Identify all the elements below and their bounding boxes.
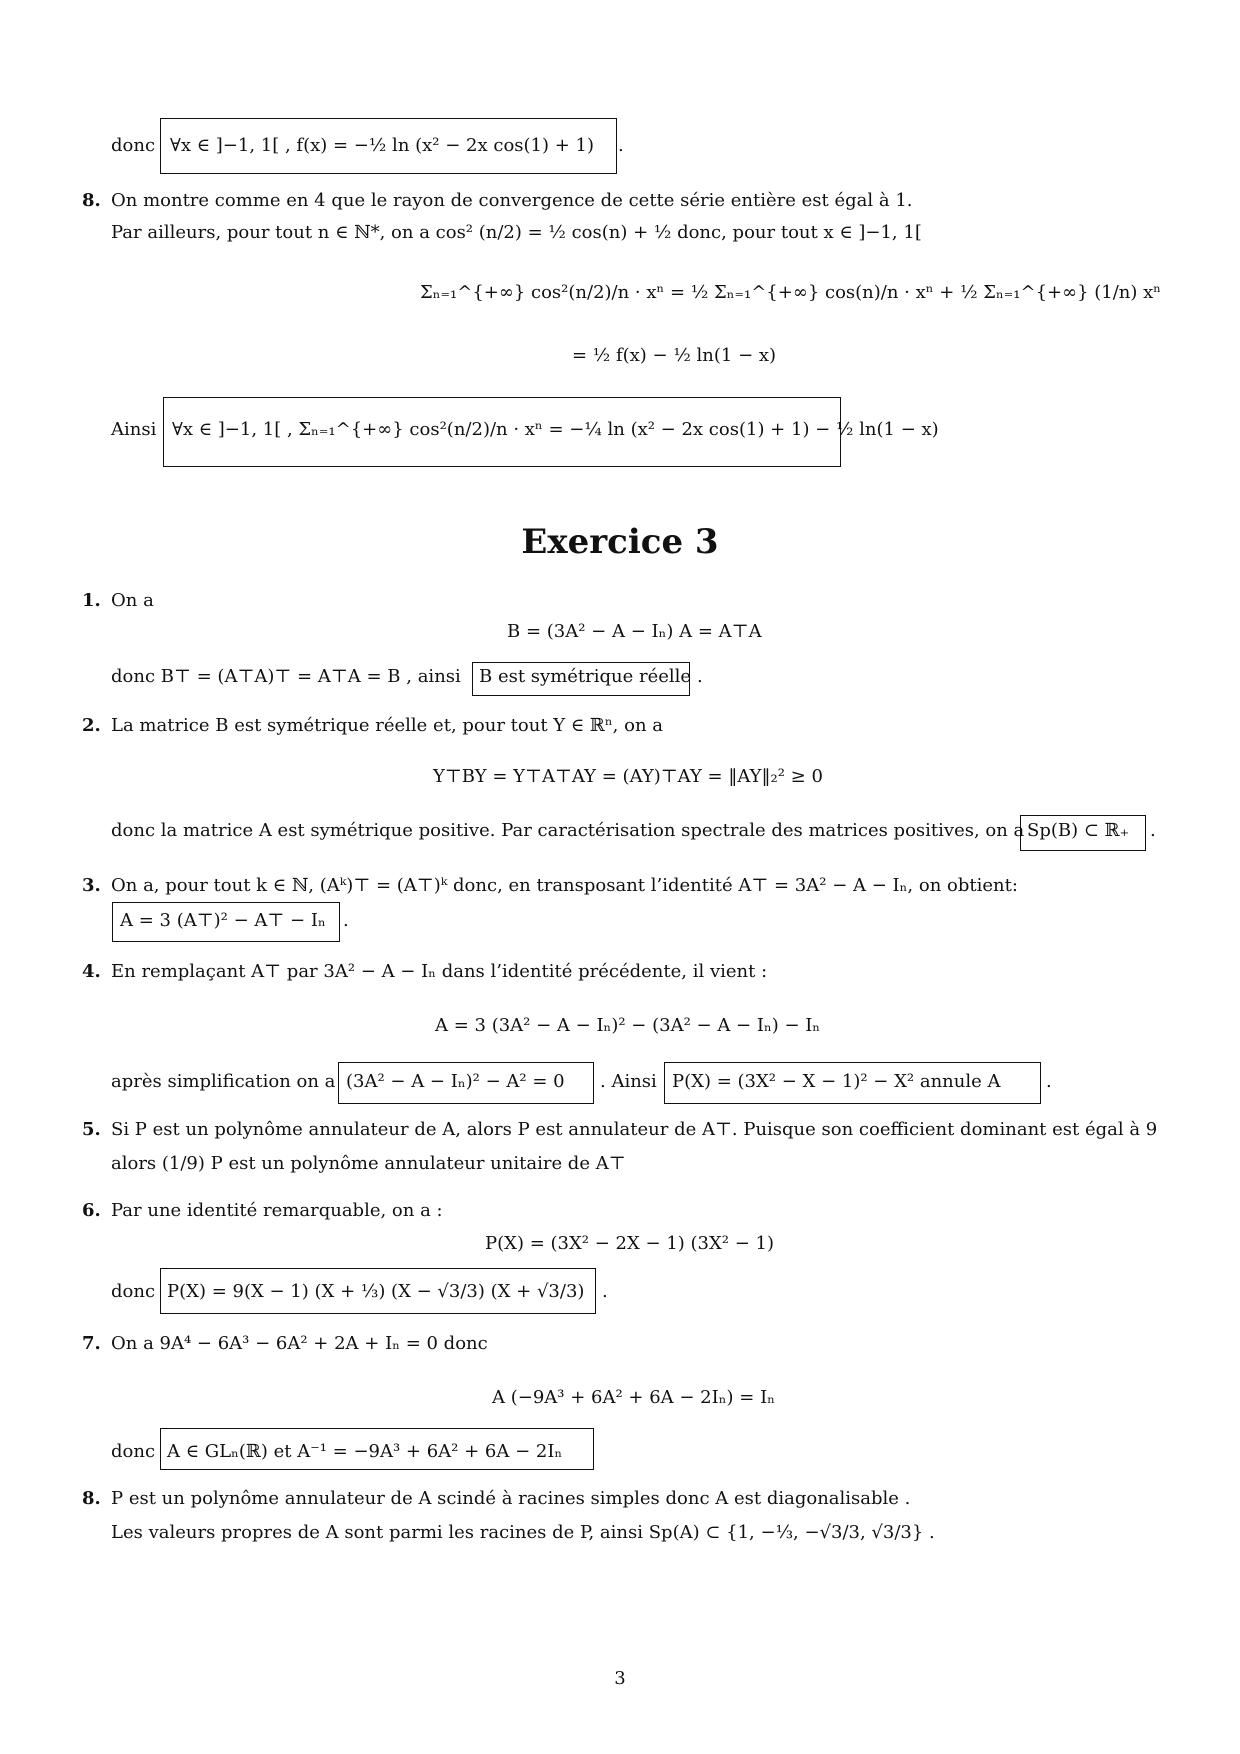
boxed-text: B est symétrique réelle bbox=[479, 666, 692, 687]
text-line: donc bbox=[111, 1281, 156, 1302]
item-number: 3. bbox=[82, 875, 101, 896]
text-line: Par une identité remarquable, on a : bbox=[111, 1200, 443, 1221]
text-line: alors (1/9) P est un polynôme annulateur unitaire de A⊤ bbox=[111, 1153, 626, 1174]
formula: A (−9A³ + 6A² + 6A − 2Iₙ) = Iₙ bbox=[492, 1387, 775, 1408]
boxed-text: (3A² − A − Iₙ)² − A² = 0 bbox=[346, 1071, 565, 1092]
text-line: . bbox=[1150, 820, 1156, 841]
text-line: Par ailleurs, pour tout n ∈ ℕ*, on a cos² (n/2) = ½ cos(n) + ½ donc, pour tout x ∈ ]−1, 1[ bbox=[111, 222, 922, 243]
formula: Y⊤BY = Y⊤A⊤AY = (AY)⊤AY = ‖AY‖₂² ≥ 0 bbox=[433, 766, 823, 787]
boxed-text: P(X) = (3X² − X − 1)² − X² annule A bbox=[672, 1071, 1001, 1092]
text-line: . bbox=[697, 666, 703, 687]
item-number: 4. bbox=[82, 961, 101, 982]
formula: ∀x ∈ ]−1, 1[ , f(x) = −½ ln (x² − 2x cos(1) + 1) bbox=[170, 135, 595, 156]
text-line: donc bbox=[111, 1441, 156, 1462]
item-number: 1. bbox=[82, 590, 101, 611]
formula: = ½ f(x) − ½ ln(1 − x) bbox=[572, 345, 777, 366]
text-line: Si P est un polynôme annulateur de A, alors P est annulateur de A⊤. Puisque son coefficient dominant est égal à 9 bbox=[111, 1119, 1158, 1140]
formula: ∀x ∈ ]−1, 1[ , Σₙ₌₁^{+∞} cos²(n/2)/n · xⁿ = −¼ ln (x² − 2x cos(1) + 1) − ½ ln(1 − x) bbox=[172, 419, 939, 440]
text-line: P est un polynôme annulateur de A scindé à racines simples donc A est diagonalisable . bbox=[111, 1488, 911, 1509]
text-line: On a, pour tout k ∈ ℕ, (Aᵏ)⊤ = (A⊤)ᵏ donc, en transposant l’identité A⊤ = 3A² − A − Iₙ, on obtient: bbox=[111, 875, 1018, 896]
text-line: . bbox=[618, 135, 624, 156]
text-line: après simplification on a bbox=[111, 1071, 336, 1092]
formula: P(X) = (3X² − 2X − 1) (3X² − 1) bbox=[485, 1233, 775, 1254]
text-line: . Ainsi bbox=[600, 1071, 657, 1092]
text-line: On a 9A⁴ − 6A³ − 6A² + 2A + Iₙ = 0 donc bbox=[111, 1333, 488, 1354]
item-number: 8. bbox=[82, 190, 101, 211]
text-line: donc bbox=[111, 135, 156, 156]
formula: B = (3A² − A − Iₙ) A = A⊤A bbox=[507, 621, 762, 642]
text-line: On montre comme en 4 que le rayon de convergence de cette série entière est égal à 1. bbox=[111, 190, 913, 211]
text-line: En remplaçant A⊤ par 3A² − A − Iₙ dans l’identité précédente, il vient : bbox=[111, 961, 768, 982]
text-line: Les valeurs propres de A sont parmi les racines de P, ainsi Sp(A) ⊂ {1, −⅓, −√3/3, √3/3} . bbox=[111, 1522, 935, 1543]
text-line: donc B⊤ = (A⊤A)⊤ = A⊤A = B , ainsi bbox=[111, 666, 461, 687]
text-line: . bbox=[343, 910, 349, 931]
item-number: 6. bbox=[82, 1200, 101, 1221]
formula: Σₙ₌₁^{+∞} cos²(n/2)/n · xⁿ = ½ Σₙ₌₁^{+∞} cos(n)/n · xⁿ + ½ Σₙ₌₁^{+∞} (1/n) xⁿ bbox=[420, 282, 1162, 303]
item-number: 8. bbox=[82, 1488, 101, 1509]
boxed-text: Sp(B) ⊂ ℝ₊ bbox=[1027, 820, 1130, 841]
text-line: . bbox=[602, 1281, 608, 1302]
text-line: donc la matrice A est symétrique positive. Par caractérisation spectrale des matrices positives, on a bbox=[111, 820, 1025, 841]
page-number: 3 bbox=[614, 1668, 626, 1689]
section-title: Exercice 3 bbox=[521, 522, 719, 562]
text-line: . bbox=[1046, 1071, 1052, 1092]
boxed-text: A = 3 (A⊤)² − A⊤ − Iₙ bbox=[120, 910, 326, 931]
formula: A = 3 (3A² − A − Iₙ)² − (3A² − A − Iₙ) − Iₙ bbox=[435, 1015, 821, 1036]
item-number: 2. bbox=[82, 715, 101, 736]
text-line: On a bbox=[111, 590, 154, 611]
item-number: 5. bbox=[82, 1119, 101, 1140]
text-line: La matrice B est symétrique réelle et, pour tout Y ∈ ℝⁿ, on a bbox=[111, 715, 664, 736]
text-line: Ainsi bbox=[111, 419, 157, 440]
item-number: 7. bbox=[82, 1333, 101, 1354]
boxed-text: P(X) = 9(X − 1) (X + ⅓) (X − √3/3) (X + √3/3) bbox=[167, 1281, 585, 1302]
boxed-text: A ∈ GLₙ(ℝ) et A⁻¹ = −9A³ + 6A² + 6A − 2Iₙ bbox=[167, 1441, 563, 1462]
